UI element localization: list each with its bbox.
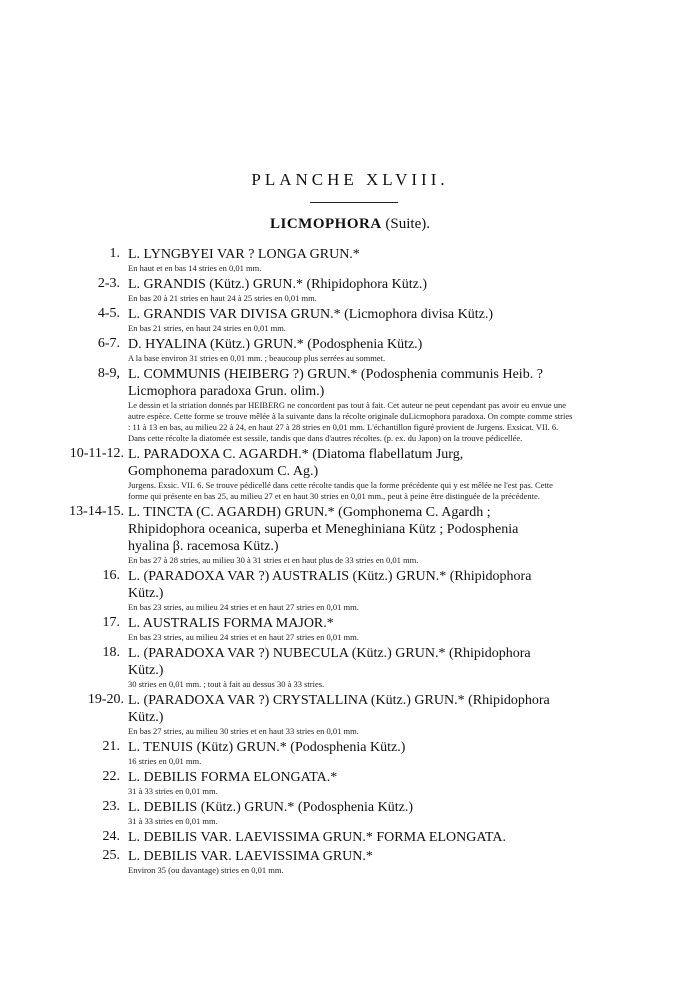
entry-heading: L. GRANDIS (Kütz.) GRUN.* (Rhipidophora Kütz.)	[128, 277, 428, 292]
entry-note: Environ 35 (ou davantage) stries en 0,01 mm.	[128, 865, 284, 875]
entry-number: 18.	[102, 645, 120, 660]
entry-note: En bas 21 stries, en haut 24 stries en 0,01 mm.	[128, 323, 286, 333]
entry-number: 21.	[102, 739, 120, 754]
list-item	[102, 739, 573, 767]
entry-number: 19-20.	[87, 692, 124, 707]
list-item	[102, 615, 573, 643]
entry-note: 16 stries en 0,01 mm.	[128, 756, 202, 766]
entry-heading: L. DEBILIS (Kütz.) GRUN.* (Podosphenia Kütz.)	[128, 800, 414, 815]
plate-title: PLANCHE XLVIII.	[251, 170, 449, 189]
list-item	[97, 336, 573, 364]
entry-heading-cont: Kütz.)	[128, 586, 164, 601]
entry-heading: L. AUSTRALIS FORMA MAJOR.*	[128, 616, 334, 631]
entry-number: 2-3.	[97, 276, 120, 291]
entry-number: 17.	[102, 615, 120, 630]
entry-heading: L. TENUIS (Kütz) GRUN.* (Podosphenia Kütz.)	[128, 740, 406, 755]
entry-heading: D. HYALINA (Kütz.) GRUN.* (Podosphenia Kütz.)	[128, 337, 423, 352]
entry-heading: L. DEBILIS VAR. LAEVISSIMA GRUN.*	[128, 849, 373, 864]
entry-number: 8-9,	[97, 366, 120, 381]
entry-note: 31 à 33 stries en 0,01 mm.	[128, 786, 218, 796]
list-item	[102, 829, 573, 846]
entry-number: 10-11-12.	[69, 446, 124, 461]
list-item	[102, 799, 573, 827]
entry-note: En bas 27 stries, au milieu 30 stries et en haut 33 stries en 0,01 mm.	[128, 726, 359, 736]
list-item	[102, 848, 573, 876]
section-title	[0, 216, 700, 233]
list-item	[102, 769, 573, 797]
list-item	[87, 692, 573, 737]
entry-number: 22.	[102, 769, 120, 784]
list-item	[97, 276, 573, 304]
entry-number: 23.	[102, 799, 120, 814]
entry-heading-cont: Kütz.)	[128, 663, 164, 678]
entry-heading-cont: Rhipidophora oceanica, superba et Meneghiniana Kütz ; Podosphenia	[128, 522, 519, 537]
entry-note: 30 stries en 0,01 mm. ; tout à fait au dessus 30 à 33 stries.	[128, 679, 325, 689]
entry-number: 1.	[109, 246, 120, 261]
entry-number: 16.	[102, 568, 120, 583]
entry-number: 6-7.	[97, 336, 120, 351]
entry-note: En bas 27 à 28 stries, au milieu 30 à 31 stries et en haut plus de 33 stries en 0,01 mm.	[128, 555, 419, 565]
entry-heading: L. (PARADOXA VAR ?) AUSTRALIS (Kütz.) GRUN.* (Rhipidophora	[128, 569, 532, 584]
title-rule	[310, 202, 398, 203]
entry-heading-cont: hyalina β. racemosa Kütz.)	[128, 539, 279, 554]
list-item	[102, 645, 573, 690]
list-item	[102, 568, 573, 613]
entry-heading-cont: Gomphonema paradoxum C. Ag.)	[128, 464, 319, 479]
entry-heading-cont: Kütz.)	[128, 710, 164, 725]
entry-note: En bas 20 à 21 stries en haut 24 à 25 stries en 0,01 mm.	[128, 293, 317, 303]
list-item	[109, 246, 573, 274]
entry-heading: L. (PARADOXA VAR ?) NUBECULA (Kütz.) GRUN.* (Rhipidophora	[128, 646, 531, 661]
entry-heading: L. COMMUNIS (HEIBERG ?) GRUN.* (Podosphenia communis Heib. ?	[128, 367, 543, 382]
entry-heading: L. (PARADOXA VAR ?) CRYSTALLINA (Kütz.) GRUN.* (Rhipidophora	[128, 693, 550, 708]
entry-heading-cont: Licmophora paradoxa Grun. olim.)	[128, 384, 325, 399]
entry-heading: L. DEBILIS FORMA ELONGATA.*	[128, 770, 338, 785]
entry-note: Le dessin et la striation donnés par HEIBERG ne concordent pas tout à fait. Cet auteur ne peut cependant pas avoir eu envue une autre espèce. Cette forme se trouve mêlée à la suivante dans la récolte originale duLicmophora paradoxa. On compte comme stries : 11 à 13 en bas, au milieu 22 à 24, en haut 27 à 28 stries en 0,01 mm. L'échantillon figuré provient de Jurgens. Exsicat. VII. 6. Dans cette récolte la diatomée est sessile, tandis que dans d'autres récoltes. (p. ex. du Japon) on la trouve pédicellée.	[128, 400, 573, 443]
entry-note: En haut et en bas 14 stries en 0,01 mm.	[128, 263, 262, 273]
entry-number: 24.	[102, 829, 120, 844]
entry-number: 25.	[102, 848, 120, 863]
list-item	[69, 504, 573, 566]
list-item	[97, 306, 573, 334]
entry-heading: L. PARADOXA C. AGARDH.* (Diatoma flabellatum Jurg,	[128, 447, 464, 462]
entry-heading: L. LYNGBYEI VAR ? LONGA GRUN.*	[128, 247, 360, 262]
entry-note: 31 à 33 stries en 0,01 mm.	[128, 816, 218, 826]
section-suffix: (Suite).	[381, 216, 430, 232]
list-item	[97, 366, 573, 444]
entry-note: En bas 23 stries, au milieu 24 stries et en haut 27 stries en 0,01 mm.	[128, 632, 359, 642]
list-item	[69, 446, 573, 502]
entry-number: 4-5.	[97, 306, 120, 321]
entry-heading: L. TINCTA (C. AGARDH) GRUN.* (Gomphonema C. Agardh ;	[128, 505, 491, 520]
entry-note: A la base environ 31 stries en 0,01 mm. ; beaucoup plus serrées au sommet.	[128, 353, 386, 363]
entry-heading: L. GRANDIS VAR DIVISA GRUN.* (Licmophora divisa Kütz.)	[128, 307, 494, 322]
entries-list	[69, 246, 573, 878]
entry-heading: L. DEBILIS VAR. LAEVISSIMA GRUN.* FORMA ELONGATA.	[128, 830, 506, 845]
section-genus: LICMOPHORA	[270, 216, 382, 232]
entry-note: Jurgens. Exsic. VII. 6. Se trouve pédicellé dans cette récolte tandis que la forme précédente qui y est mêlée ne l'est pas. Cette forme qui présente en bas 25, au milieu 27 et en haut 30 stries en 0,01 mm., peut à peine être distinguée de la précédente.	[128, 480, 553, 501]
entry-note: En bas 23 stries, au milieu 24 stries et en haut 27 stries en 0,01 mm.	[128, 602, 359, 612]
entry-number: 13-14-15.	[69, 504, 124, 519]
